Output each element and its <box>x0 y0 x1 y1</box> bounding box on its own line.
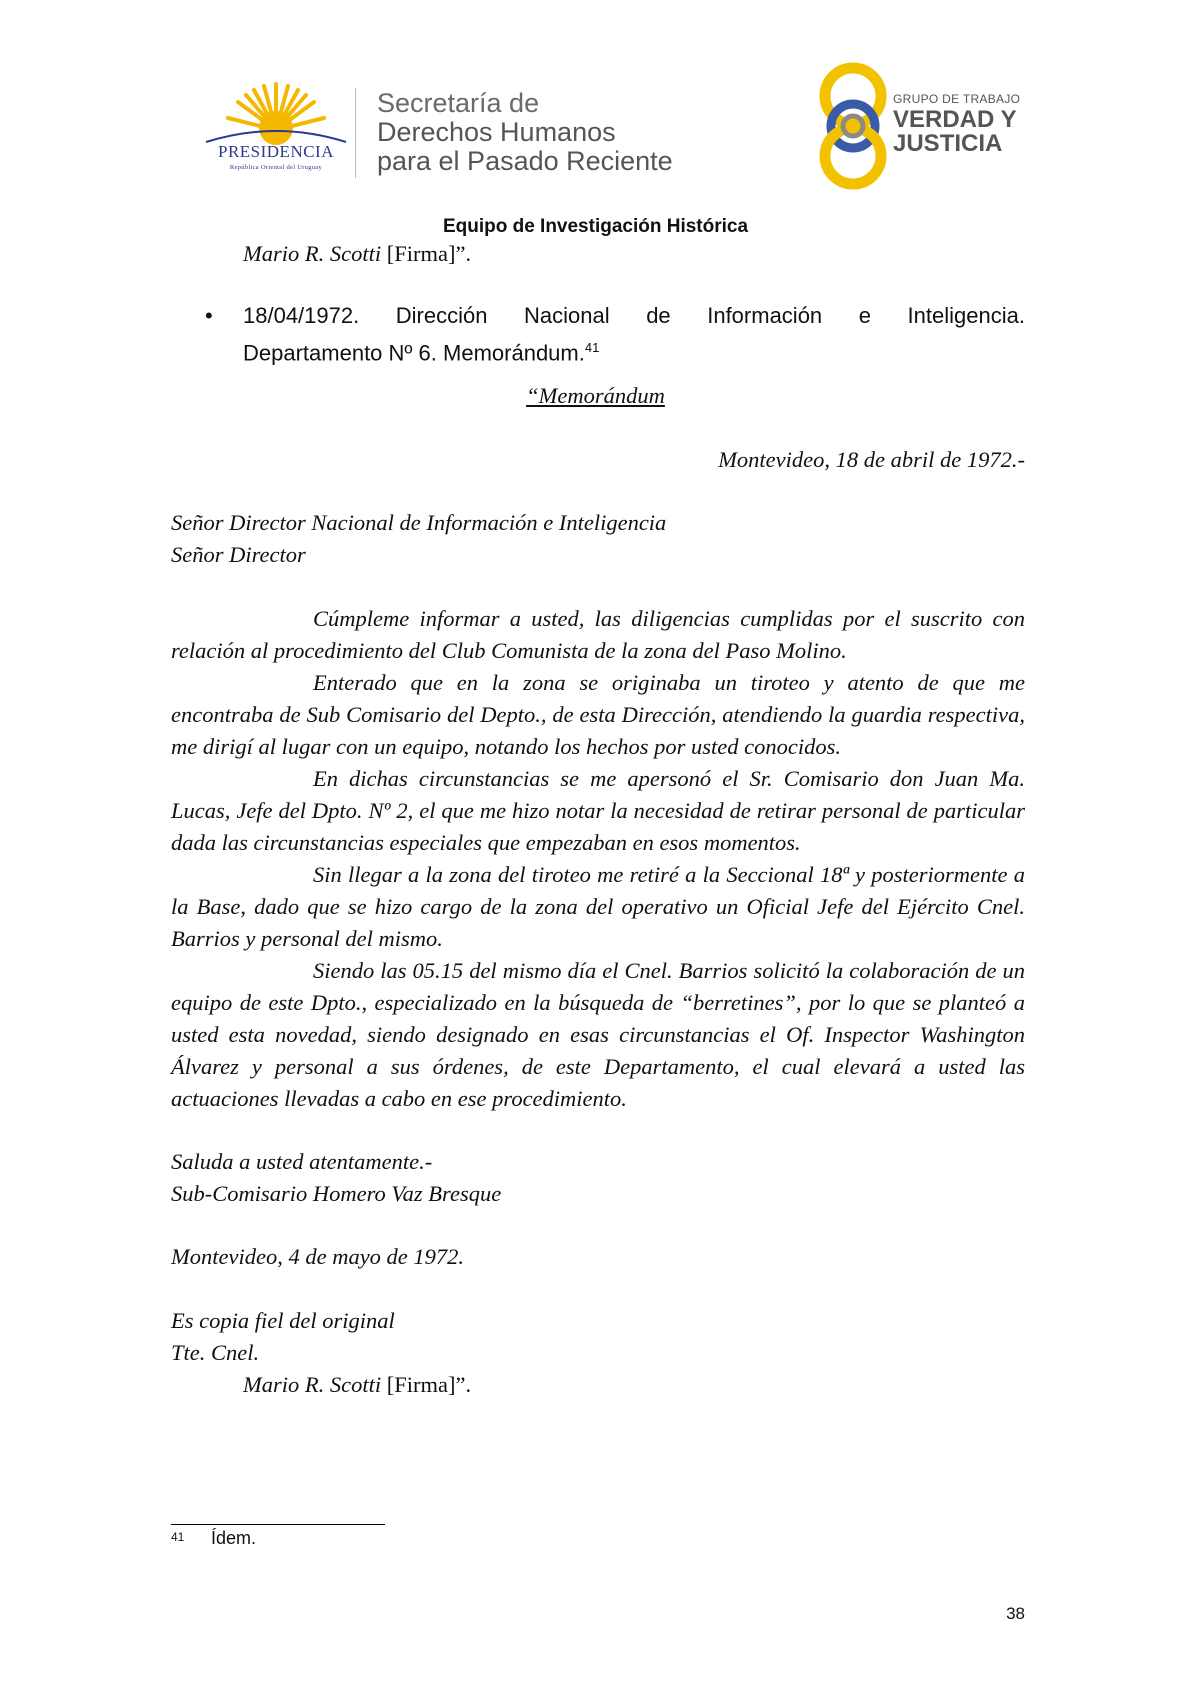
memo-paragraph: Enterado que en la zona se originaba un tiroteo y atento de que me encontraba de Sub Comisario del Depto., de esta Dirección, atendiendo la guardia respectiva, me dirigí al lugar con un equipo, notando los hechos por usted conocidos. <box>171 670 1025 759</box>
gtvj-logo <box>815 62 1045 190</box>
memo-date-2: Montevideo, 4 de mayo de 1972. <box>171 1244 465 1269</box>
bullet-line-2-text: Departamento Nº 6. Memorándum. <box>243 340 585 366</box>
gtvj-line-3: JUSTICIA <box>893 130 1003 157</box>
bullet-word: de <box>646 303 671 328</box>
memo-date: Montevideo, 18 de abril de 1972.- <box>718 447 1025 472</box>
memo-paragraph: Siendo las 05.15 del mismo día el Cnel. Barrios solicitó la colaboración de un equipo de este Dpto., especializado en la búsqueda de “berretines”, por lo que se planteó a usted esta novedad, siendo designado en esas circunstancias el Of. Inspector Washington Álvarez y personal a sus órdenes, de este Departamento, el cual elevará a usted las actuaciones llevadas a cabo en ese procedimiento. <box>171 958 1025 1111</box>
memo-addressee-1: Señor Director Nacional de Información e Inteligencia <box>171 510 667 535</box>
bullet-word: Información <box>707 303 823 328</box>
team-title: Equipo de Investigación Histórica <box>442 216 749 237</box>
memo-paragraph: En dichas circunstancias se me apersonó el Sr. Comisario don Juan Ma. Lucas, Jefe del Dpto. Nº 2, el que me hizo notar la necesidad de retirar personal de particular dada las circunstancias especiales que empezaban en esos momentos. <box>171 766 1025 855</box>
memo-signature <box>243 1369 471 1401</box>
memo-signature-name: Mario R. Scotti <box>243 1372 382 1397</box>
bullet-symbol: • <box>205 303 213 328</box>
memo-copy-2: Tte. Cnel. <box>171 1340 260 1365</box>
secretaria-logo-text <box>377 88 673 176</box>
header-divider <box>355 88 356 178</box>
presidencia-subtitle: República Oriental del Uruguay <box>229 164 323 171</box>
bullet-word: Nacional <box>524 303 610 328</box>
footnote-ref: 41 <box>584 340 600 355</box>
memo-copy-1: Es copia fiel del original <box>171 1308 395 1333</box>
top-signature-name: Mario R. Scotti <box>243 241 382 266</box>
footnote-text: Ídem. <box>211 1528 257 1548</box>
memo-body <box>171 603 1025 1115</box>
memo-title: “Memorándum <box>526 383 665 408</box>
gtvj-line-2: VERDAD Y <box>893 106 1017 133</box>
memo-signature-firma: [Firma]”. <box>381 1372 472 1397</box>
footnote-rule <box>171 1524 385 1525</box>
secretaria-line-1: Secretaría de <box>377 88 540 118</box>
bullet-word: e <box>858 303 871 328</box>
presidencia-logo <box>196 80 356 180</box>
memo-paragraph: Cúmpleme informar a usted, las diligencias cumplidas por el suscrito con relación al procedimiento del Club Comunista de la zona del Paso Molino. <box>171 606 1025 663</box>
secretaria-line-3: para el Pasado Reciente <box>377 146 673 176</box>
bullet-word: Dirección <box>395 303 488 328</box>
bullet-line-1 <box>243 300 1025 332</box>
sun-icon <box>196 80 356 146</box>
gtvj-line-1: GRUPO DE TRABAJO <box>893 92 1021 106</box>
page-number: 38 <box>1006 1604 1025 1623</box>
memo-closing-2: Sub-Comisario Homero Vaz Bresque <box>171 1181 502 1206</box>
bullet-word: Inteligencia. <box>907 303 1025 328</box>
bullet-line-2 <box>243 332 599 369</box>
bullet-word: 18/04/1972. <box>243 303 360 328</box>
footnote-number: 41 <box>171 1530 185 1544</box>
memo-addressee-2: Señor Director <box>171 542 306 567</box>
top-signature-firma: [Firma]”. <box>381 241 472 266</box>
rings-icon <box>815 62 891 190</box>
presidencia-text: PRESIDENCIA <box>217 142 334 161</box>
memo-paragraph: Sin llegar a la zona del tiroteo me retiré a la Seccional 18ª y posteriormente a la Base, dado que se hizo cargo de la zona del operativo un Oficial Jefe del Ejército Cnel. Barrios y personal del mismo. <box>171 862 1025 951</box>
secretaria-line-2: Derechos Humanos <box>377 117 616 147</box>
memo-closing-1: Saluda a usted atentamente.- <box>171 1149 433 1174</box>
top-signature <box>243 238 471 270</box>
